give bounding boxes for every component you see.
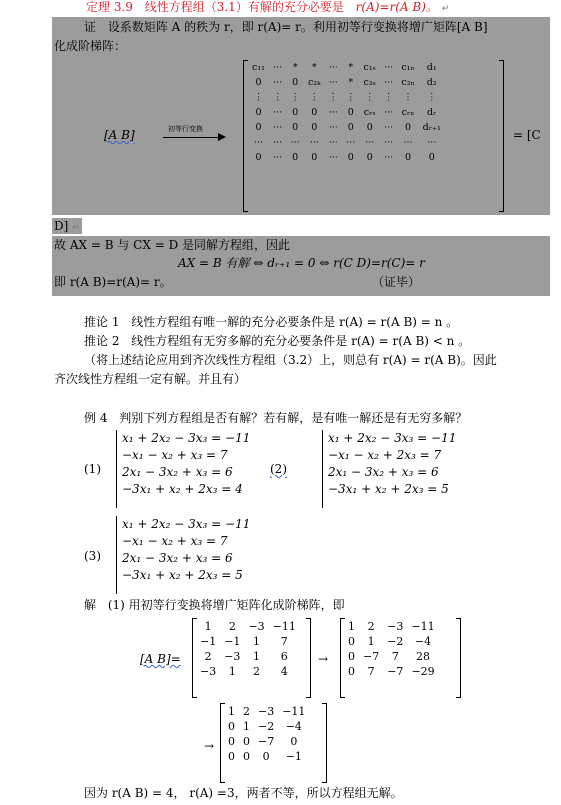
matrix-2 [344, 619, 439, 679]
matrix-cell: 7 [391, 650, 399, 663]
m1-right-bracket [306, 618, 311, 698]
theorem-title: 定理 3.9 [86, 0, 133, 14]
matrix-cell: 2 [228, 620, 236, 633]
system-2-label: (2) [270, 462, 287, 476]
matrix-row [344, 649, 439, 664]
matrix-cell: ⋮ [309, 92, 319, 103]
matrix-cell: −3 [387, 620, 404, 633]
matrix-cell: 2 [204, 650, 212, 663]
matrix-cell: 0 [262, 750, 270, 763]
matrix-cell: * [292, 62, 298, 73]
matrix-cell: ··· [273, 122, 283, 133]
matrix-cell: 0 [347, 152, 354, 163]
matrix-cell: −3 [224, 650, 241, 663]
matrix-cell: c₁₁ [252, 62, 265, 73]
matrix-row [248, 75, 445, 90]
matrix-cell: 0 [255, 122, 262, 133]
proof-text-1: 设系数矩阵 A 的秩为 r，即 r(A)= r。利用初等行变换将增广矩阵[A B] [107, 20, 488, 34]
matrix-cell: 0 [255, 107, 262, 118]
matrix-cell: cᵣₛ [363, 107, 376, 118]
matrix-cell: −3 [258, 705, 275, 718]
matrix-1 [196, 619, 300, 679]
example-heading [84, 411, 467, 426]
matrix-cell: cᵣₙ [401, 107, 415, 118]
theorem-condition: r(A)=r(A B)。 [355, 0, 438, 14]
matrix-cell: ··· [328, 107, 338, 118]
system-1-brace [116, 430, 117, 508]
matrix-cell: ⋮ [383, 92, 394, 103]
matrix-cell: 0 [228, 750, 235, 763]
matrix-cell: −1 [200, 635, 217, 648]
corollary-1 [84, 315, 458, 330]
matrix-cell: ··· [384, 62, 394, 73]
matrix-cell: d₁ [426, 62, 437, 73]
s3-eq-2: −x₁ − x₂ + x₃ = 7 [122, 534, 228, 548]
matrix-cell: 0 [348, 665, 355, 678]
qed: （证毕） [372, 275, 421, 289]
matrix-cell: 0 [292, 122, 299, 133]
matrix-row [248, 120, 445, 135]
matrix-cell: 0 [404, 152, 412, 163]
matrix-cell: −11 [411, 620, 435, 633]
d-tail-text: D] [54, 219, 69, 233]
matrix-cell: ··· [346, 137, 356, 148]
matrix-cell: 0 [228, 735, 235, 748]
matrix-row [224, 734, 309, 749]
matrix-row [344, 619, 439, 634]
matrix-3 [224, 704, 309, 764]
proof-label: 证 [84, 20, 97, 34]
s2-eq-3: 2x₁ − 3x₂ + x₃ = 6 [328, 465, 439, 479]
matrix-cell: ⋮ [346, 92, 356, 103]
arrow-1: → [318, 652, 329, 666]
matrix-cell: 6 [280, 650, 288, 663]
row-transform-label: 初等行变换 [168, 125, 203, 133]
matrix-cell: 28 [416, 650, 431, 663]
matrix-row [248, 105, 445, 120]
matrix-cell: ··· [365, 137, 375, 148]
matrix-cell: 0 [366, 122, 373, 133]
matrix-cell: 1 [243, 720, 250, 733]
system-2-brace [322, 430, 323, 508]
matrix-row [196, 664, 300, 679]
system-1-label: (1) [84, 462, 101, 476]
matrix-cell: ··· [384, 152, 394, 163]
corollary-1-label: 推论 1 [84, 315, 120, 329]
m2-right-bracket [456, 618, 461, 698]
matrix-cell: 0 [347, 122, 354, 133]
s1-eq-1: x₁ + 2x₂ − 3x₃ = −11 [122, 431, 251, 445]
matrix-cell: 1 [367, 635, 375, 648]
matrix-cell: ··· [273, 152, 283, 163]
matrix-cell: −4 [285, 720, 302, 733]
matrix-cell: ··· [384, 137, 394, 148]
matrix-cell: dᵣ₊₁ [422, 122, 441, 133]
matrix-row [248, 60, 445, 75]
matrix-cell: −11 [282, 705, 306, 718]
s3-eq-1: x₁ + 2x₂ − 3x₃ = −11 [122, 517, 251, 531]
matrix-cell: 0 [255, 152, 262, 163]
matrix-cell: −7 [387, 665, 404, 678]
matrix-cell: ··· [403, 137, 413, 148]
matrix-cell: ··· [328, 62, 338, 73]
system-3-label: (3) [84, 549, 101, 563]
proof-line-4: AX = B 有解 ⇔ dᵣ₊₁ = 0 ⇔ r(C D)=r(C)= r [178, 256, 425, 270]
matrix-cell: −7 [363, 650, 380, 663]
matrix-cell: 2 [253, 665, 261, 678]
matrix-row [196, 619, 300, 634]
matrix-cell: 0 [311, 107, 318, 118]
matrix-cell: ··· [328, 152, 338, 163]
matrix-row [224, 704, 309, 719]
corollary-2-label: 推论 2 [84, 334, 120, 348]
proof-line-2: 化成阶梯阵： [54, 39, 127, 53]
matrix-cell: ⋮ [328, 92, 339, 103]
matrix-cell: ··· [384, 77, 394, 88]
matrix-cell: ··· [384, 107, 394, 118]
matrix-cell: 0 [243, 735, 250, 748]
s2-eq-1: x₁ + 2x₂ − 3x₃ = −11 [328, 431, 457, 445]
proof-line-5: 即 r(A B)=r(A)= r。 [54, 275, 172, 289]
matrix-row [196, 634, 300, 649]
echelon-matrix [248, 60, 445, 165]
matrix-cell: 0 [348, 650, 355, 663]
matrix-cell: 2 [367, 620, 375, 633]
matrix-cell: ⋮ [364, 92, 375, 103]
matrix-cell: 0 [292, 77, 299, 88]
matrix-cell: 0 [366, 152, 373, 163]
example-text: 判别下列方程组是否有解？若有解，是有唯一解还是有无穷多解？ [119, 411, 468, 425]
matrix-cell: ··· [253, 137, 263, 148]
proof-line-1 [84, 20, 488, 35]
paragraph-mark: ↵ [72, 223, 80, 233]
matrix-row [344, 664, 439, 679]
matrix-cell: −7 [258, 735, 275, 748]
matrix-cell: −3 [200, 665, 217, 678]
matrix-cell: −2 [258, 720, 275, 733]
matrix-cell: ··· [273, 137, 283, 148]
s3-eq-3: 2x₁ − 3x₂ + x₃ = 6 [122, 551, 233, 565]
solution-text: (1) 用初等行变换将增广矩阵化成阶梯阵，即 [107, 598, 345, 612]
s1-eq-3: 2x₁ − 3x₂ + x₃ = 6 [122, 465, 233, 479]
ab-matrix-label [104, 128, 135, 143]
matrix-cell: 2 [243, 705, 250, 718]
matrix-cell: 7 [280, 635, 288, 648]
paragraph-mark: ↵ [441, 4, 450, 14]
transform-arrow-shaft [163, 137, 223, 138]
matrix-cell: 1 [348, 620, 355, 633]
matrix-cell: 0 [290, 735, 298, 748]
matrix-cell: c₂ₙ [401, 77, 415, 88]
d-bracket-tail [54, 219, 80, 236]
matrix-cell: c₂ₛ [363, 77, 376, 88]
matrix-cell: ··· [309, 137, 319, 148]
solution-conclusion: 因为 r(A B) = 4， r(A) =3，两者不等，所以方程组无解。 [84, 786, 403, 800]
matrix-cell: 0 [347, 107, 354, 118]
matrix-cell: ⋮ [403, 92, 413, 103]
matrix-cell: 1 [253, 635, 261, 648]
solution-ab-text: [A B]= [140, 652, 181, 666]
s3-eq-4: −3x₁ + x₂ + 2x₃ = 5 [122, 568, 243, 582]
matrix-cell: ··· [290, 137, 300, 148]
matrix-cell: −4 [414, 635, 432, 648]
matrix-cell: ⋮ [426, 92, 437, 103]
matrix-cell: 1 [228, 705, 235, 718]
matrix-cell: ··· [273, 62, 283, 73]
solution-ab-label [140, 652, 181, 667]
matrix-row [224, 719, 309, 734]
system-3-equations [122, 516, 250, 584]
matrix-cell: 4 [280, 665, 288, 678]
matrix-cell: ··· [273, 107, 283, 118]
matrix-cell: 0 [348, 635, 355, 648]
matrix-cell: 0 [311, 152, 318, 163]
equals-C: = [C [513, 128, 541, 142]
matrix-cell: 0 [255, 77, 262, 88]
matrix-cell: 0 [428, 152, 435, 163]
matrix-cell: −3 [248, 620, 265, 633]
matrix-cell: −1 [285, 750, 302, 763]
matrix-cell: ··· [273, 77, 283, 88]
matrix-cell: c₂ₖ [307, 77, 321, 88]
matrix-cell: 7 [367, 665, 375, 678]
corollary-2-text: 线性方程组有无穷多解的充分必要条件是 r(A) = r(A B) < n 。 [131, 334, 471, 348]
matrix-cell: −1 [224, 635, 241, 648]
corollary-2 [84, 334, 470, 349]
matrix-row [196, 649, 300, 664]
s2-eq-4: −3x₁ + x₂ + 2x₃ = 5 [328, 482, 449, 496]
ab-text: [A B] [104, 128, 135, 142]
matrix-cell: −29 [411, 665, 435, 678]
matrix-cell: 0 [228, 720, 235, 733]
matrix-row [344, 634, 439, 649]
note-line-2: 齐次线性方程组一定有解。并且有） [54, 372, 247, 386]
matrix-cell: 1 [253, 650, 261, 663]
s1-eq-4: −3x₁ + x₂ + 2x₃ = 4 [122, 482, 243, 496]
matrix-row [248, 90, 445, 105]
matrix-cell: ··· [328, 122, 338, 133]
transform-arrow-icon [218, 133, 226, 141]
matrix-cell: * [348, 62, 354, 73]
matrix-cell: −2 [387, 635, 404, 648]
matrix-cell: −11 [272, 620, 296, 633]
matrix-row [224, 749, 309, 764]
matrix-cell: ··· [328, 137, 338, 148]
system-1-equations [122, 430, 250, 498]
s1-eq-2: −x₁ − x₂ + x₃ = 7 [122, 448, 228, 462]
matrix-cell: 1 [204, 620, 212, 633]
matrix-cell: 0 [404, 122, 412, 133]
matrix-cell: dᵣ [427, 107, 437, 118]
m3-right-bracket [322, 703, 327, 783]
theorem-text: 线性方程组（3.1）有解的充分必要是 [144, 0, 344, 14]
matrix-cell: c₁ₛ [363, 62, 376, 73]
matrix-cell: ··· [427, 137, 437, 148]
matrix-cell: * [348, 77, 354, 88]
theorem-heading [86, 0, 449, 17]
arrow-2: → [204, 739, 215, 753]
matrix-cell: d₂ [426, 77, 437, 88]
example-title: 例 4 [84, 411, 108, 425]
matrix-cell: * [311, 62, 317, 73]
matrix-row [248, 150, 445, 165]
proof-line-3: 故 AX = B 与 CX = D 是同解方程组，因此 [54, 238, 290, 252]
matrix-cell: ··· [384, 122, 394, 133]
right-bracket [499, 60, 504, 212]
matrix-cell: ⋮ [290, 92, 300, 103]
solution-heading [84, 598, 345, 613]
matrix-cell: 0 [243, 750, 250, 763]
note-line-1: （将上述结论应用到齐次线性方程组（3.2）上，则总有 r(A) = r(A B)。因此 [84, 353, 497, 367]
solution-label: 解 [84, 598, 97, 612]
s2-eq-2: −x₁ − x₂ + 2x₃ = 7 [328, 448, 442, 462]
matrix-cell: 1 [228, 665, 236, 678]
matrix-cell: ⋮ [272, 92, 283, 103]
matrix-cell: 0 [292, 152, 299, 163]
matrix-cell: 0 [292, 107, 299, 118]
system-2-equations [328, 430, 456, 498]
corollary-1-text: 线性方程组有唯一解的充分必要条件是 r(A) = r(A B) = n 。 [131, 315, 459, 329]
matrix-cell: ⋮ [253, 92, 264, 103]
matrix-row [248, 135, 445, 150]
matrix-cell: ··· [328, 77, 338, 88]
matrix-cell: 0 [311, 122, 318, 133]
system-3-brace [116, 516, 117, 594]
matrix-cell: c₁ₙ [401, 62, 415, 73]
